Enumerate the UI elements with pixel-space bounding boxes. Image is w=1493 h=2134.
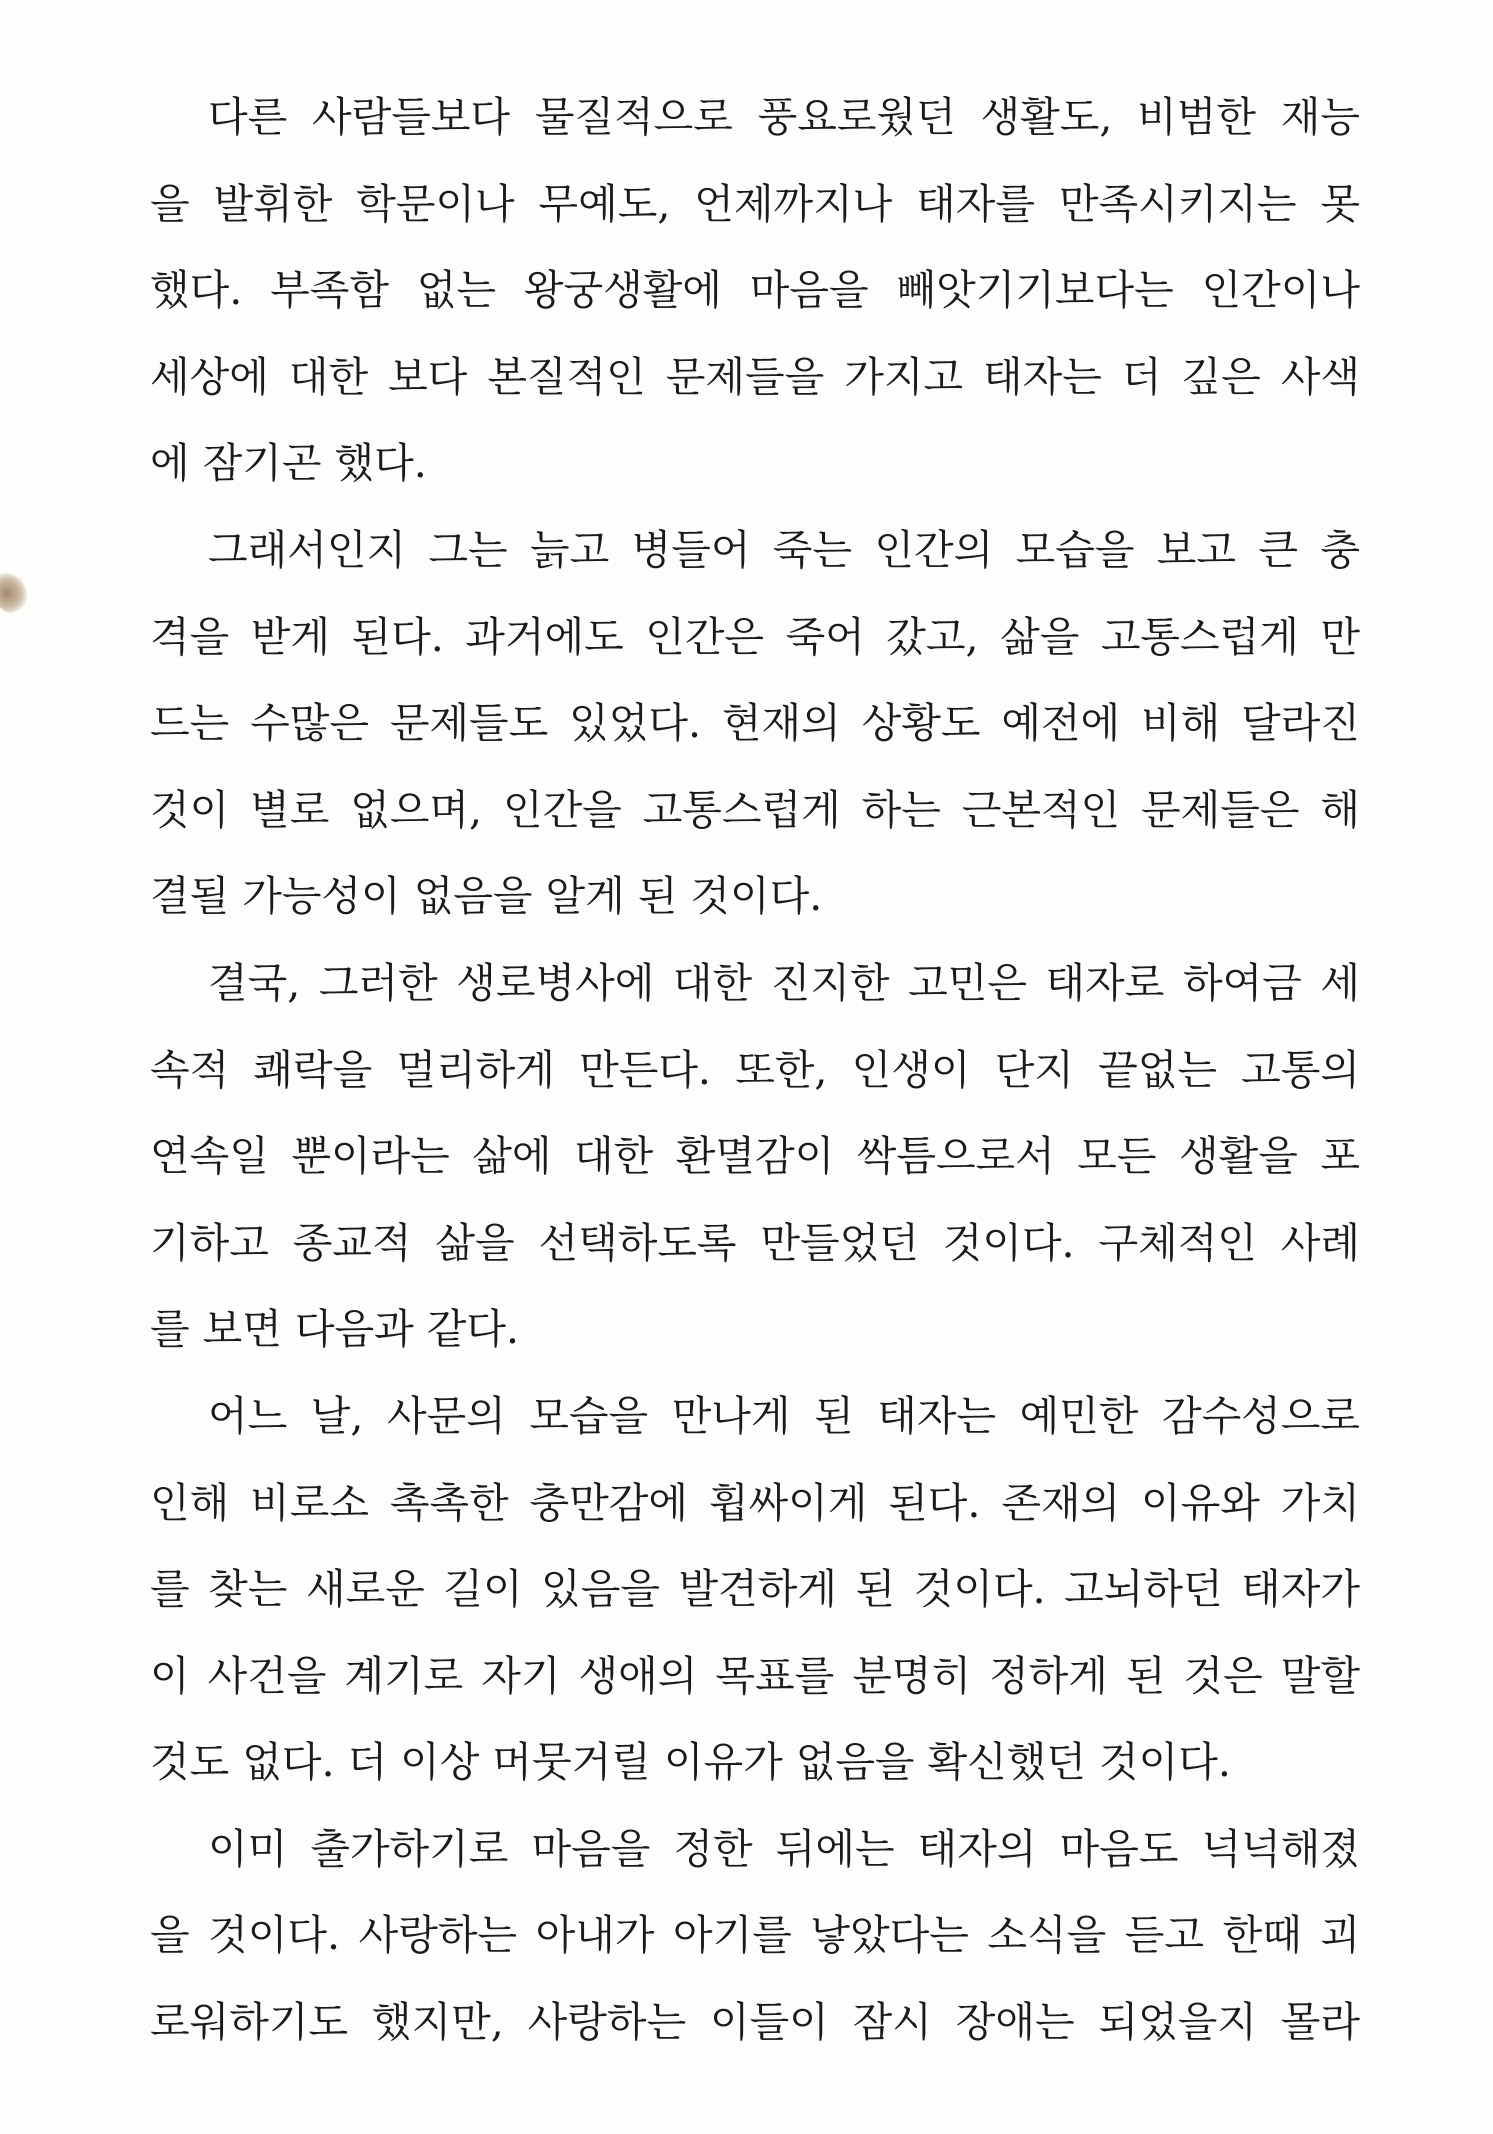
text-line: 했다. 부족함 없는 왕궁생활에 마음을 빼앗기기보다는 인간이나 <box>150 266 1360 315</box>
text-line: 어느 날, 사문의 모습을 만나게 된 태자는 예민한 감수성으로 <box>208 1391 1360 1440</box>
text-line: 세상에 대한 보다 본질적인 문제들을 가지고 태자는 더 깊은 사색 <box>150 352 1360 401</box>
body-text <box>150 88 1360 2080</box>
text-line: 속적 쾌락을 멀리하게 만든다. 또한, 인생이 단지 끝없는 고통의 <box>150 1045 1360 1094</box>
text-line: 을 발휘한 학문이나 무예도, 언제까지나 태자를 만족시키지는 못 <box>150 179 1360 228</box>
text-line: 격을 받게 된다. 과거에도 인간은 죽어 갔고, 삶을 고통스럽게 만 <box>150 612 1360 661</box>
text-line: 이 사건을 계기로 자기 생애의 목표를 분명히 정하게 된 것은 말할 <box>150 1651 1360 1700</box>
text-line: 이미 출가하기로 마음을 정한 뒤에는 태자의 마음도 넉넉해졌 <box>208 1824 1360 1873</box>
text-line: 로워하기도 했지만, 사랑하는 이들이 잠시 장애는 되었을지 몰라 <box>150 1998 1360 2047</box>
text-line: 기하고 종교적 삶을 선택하도록 만들었던 것이다. 구체적인 사례 <box>150 1218 1360 1267</box>
text-line: 에 잠기곤 했다. <box>150 439 427 488</box>
paragraph-1 <box>150 88 1360 521</box>
text-line: 것도 없다. 더 이상 머뭇거릴 이유가 없음을 확신했던 것이다. <box>150 1738 1231 1787</box>
text-line: 다른 사람들보다 물질적으로 풍요로웠던 생활도, 비범한 재능 <box>208 93 1360 141</box>
paragraph-5 <box>150 1820 1360 2080</box>
text-line: 결국, 그러한 생로병사에 대한 진지한 고민은 태자로 하여금 세 <box>208 958 1360 1007</box>
page-stain <box>0 567 33 617</box>
text-line: 그래서인지 그는 늙고 병들어 죽는 인간의 모습을 보고 큰 충 <box>208 525 1360 574</box>
text-line: 를 찾는 새로운 길이 있음을 발견하게 된 것이다. 고뇌하던 태자가 <box>150 1565 1360 1614</box>
text-line: 를 보면 다음과 같다. <box>150 1305 519 1354</box>
paragraph-4 <box>150 1387 1360 1820</box>
text-line: 것이 별로 없으며, 인간을 고통스럽게 하는 근본적인 문제들은 해 <box>150 785 1360 834</box>
text-line: 결될 가능성이 없음을 알게 된 것이다. <box>150 872 823 921</box>
text-line: 드는 수많은 문제들도 있었다. 현재의 상황도 예전에 비해 달라진 <box>150 699 1360 748</box>
paragraph-2 <box>150 521 1360 954</box>
text-line: 인해 비로소 촉촉한 충만감에 휩싸이게 된다. 존재의 이유와 가치 <box>150 1478 1360 1527</box>
text-line: 연속일 뿐이라는 삶에 대한 환멸감이 싹틈으로서 모든 생활을 포 <box>150 1132 1360 1181</box>
text-line: 을 것이다. 사랑하는 아내가 아기를 낳았다는 소식을 듣고 한때 괴 <box>150 1911 1360 1960</box>
paragraph-3 <box>150 954 1360 1387</box>
